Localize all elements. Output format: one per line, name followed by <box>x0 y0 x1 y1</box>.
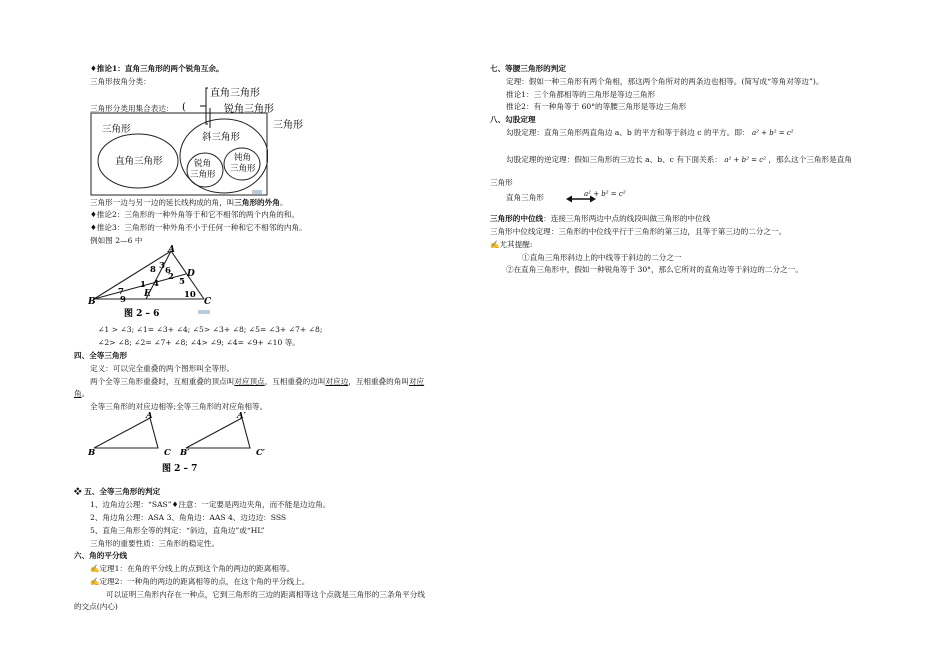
sas-axiom: 1、边角边公理：“SAS”♦注意：一定要是两边夹角，而不能是边边角。 <box>90 500 331 509</box>
midline-term: 三角形的中位线 <box>490 214 544 223</box>
exterior-def-period: 。 <box>279 198 288 207</box>
hl-theorem: 5、直角三角形全等的判定：“斜边，直角边”或“HL” <box>90 526 265 535</box>
converse-formula: a² + b² = c² <box>724 156 766 164</box>
svg-text:A: A <box>168 245 175 255</box>
angle-relations-2: ∠2> ∠8; ∠2= ∠7+ ∠8; ∠4> ∠9; ∠4= ∠9+ ∠10 等。 <box>98 338 300 347</box>
exterior-angle-def <box>90 198 287 208</box>
svg-text:C′: C′ <box>256 448 266 458</box>
figure-2-6 <box>88 244 218 320</box>
svg-text:2: 2 <box>168 272 174 282</box>
svg-text:A′: A′ <box>237 411 246 421</box>
incenter-note: 可以证明三角形内存在一种点，它到三角形的三边的距离相等这个点就是三角形的三条角平分线 <box>106 590 425 599</box>
svg-text:(: ( <box>182 102 186 113</box>
tree-right-label: 直角三角形 <box>210 88 260 99</box>
pythagorean-converse <box>506 155 852 165</box>
corr-vertex: 对应顶点 <box>234 377 265 386</box>
svg-text:三角形: 三角形 <box>190 170 216 180</box>
svg-text:B′: B′ <box>180 448 190 458</box>
svg-text:C: C <box>164 448 171 458</box>
equivalence-formula: a² + b² = c² <box>584 190 626 198</box>
bisector-theorem-1: ✍定理1：在角的平分线上的点到这个角的两边的距离相等。 <box>90 564 295 573</box>
svg-text:A: A <box>146 411 153 421</box>
svg-text:B: B <box>88 297 96 307</box>
incenter-note-cont: 的交点(内心) <box>74 602 118 611</box>
midline-def-text: ：连接三角形两边中点的线段叫做三角形的中位线 <box>543 214 711 223</box>
svg-text:锐角: 锐角 <box>194 159 212 169</box>
venn-outer-label: 三角形 <box>102 124 131 135</box>
svg-text:C: C <box>204 297 212 307</box>
asa-aas-sss: 2、角边角公理：ASA 3、角角边：AAS 4、边边边：SSS <box>90 513 287 522</box>
midline-theorem: 三角形中位线定理：三角形的中位线平行于三角形的第三边，且等于第三边的二分之一。 <box>490 227 787 236</box>
venn-right-label: 直角三角形 <box>115 156 163 167</box>
corollary-3: ♦推论3：三角形的一种外角不小于任何一种和它不相邻的内角。 <box>90 223 307 232</box>
converse-text-end: ，那么这个三角形是直角 <box>768 155 852 164</box>
angle-relations-1: ∠1 > ∠3; ∠1= ∠3+ ∠4; ∠5> ∠3+ ∠8; ∠5= ∠3+ ∠7+ ∠8; <box>98 325 323 334</box>
equivalence-left: 直角三角形 <box>506 193 544 202</box>
congruent-property: 全等三角形的对应边相等;全等三角形的对应角相等。 <box>90 402 268 411</box>
converse-cont: 三角形 <box>490 178 513 187</box>
pythagorean-text: 勾股定理：直角三角形两直角边 a、b 的平方和等于斜边 c 的平方。即： <box>506 128 750 137</box>
svg-text:7: 7 <box>118 287 124 297</box>
svg-text:9: 9 <box>120 295 126 305</box>
set-expression-label: 三角形分类用集合表达： <box>90 104 174 113</box>
classification-by-angle: 三角形按角分类： <box>90 77 151 86</box>
svg-text:三角形: 三角形 <box>230 164 256 174</box>
pythagorean-formula: a² + b² = c² <box>751 129 794 137</box>
section-4-heading: 四、全等三角形 <box>74 351 128 360</box>
svg-text:3: 3 <box>159 261 165 271</box>
section-6-heading: 六、角的平分线 <box>74 551 128 560</box>
svg-text:D: D <box>187 269 195 279</box>
section-7-heading: 七、等腰三角形的判定 <box>490 64 566 73</box>
converse-text: 勾股定理的逆定理：假如三角形的三边长 a、b、c 有下面关系： <box>506 155 722 164</box>
svg-text:钝角: 钝角 <box>234 153 252 163</box>
special-reminder: ✍尤其提醒: <box>490 240 533 249</box>
isosceles-theorem: 定理：假如一种三角形有两个角相，那这两个角所对的两条边也相等。(简写成“等角对等边”)。 <box>506 77 824 86</box>
svg-text:10: 10 <box>184 290 196 300</box>
svg-text:6: 6 <box>165 266 171 276</box>
tree-obtuse-label: 三角形 <box>273 120 303 131</box>
example-ref: 例如图 2—6 中 <box>90 236 143 245</box>
midline-definition <box>490 214 710 224</box>
congruent-definition: 定义：可以完全重叠的两个图形叫全等形。 <box>90 364 235 373</box>
section-5-heading: ❖ 五、全等三角形的判定 <box>74 487 161 496</box>
corr-text-1: 两个全等三角形重叠时，互相重叠的顶点叫 <box>90 377 235 386</box>
corollary-2: ♦推论2：三角形的一种外角等于和它不相邻的两个内角的和。 <box>90 210 300 219</box>
section-8-heading: 八、勾股定理 <box>490 115 536 124</box>
exterior-def-term: 三角形的外角 <box>234 198 280 207</box>
corr-text-2: ，互相重叠的边叫 <box>264 377 326 386</box>
figure-2-7 <box>88 410 274 476</box>
figure-2-7-caption: 图 2 – 7 <box>162 464 198 474</box>
figure-2-6-caption: 图 2 – 6 <box>124 309 160 319</box>
corr-side: 对应边 <box>325 377 349 386</box>
venn-oblique-label: 斜三角形 <box>202 132 241 143</box>
equilateral-corollary-2: 推论2：有一种角等于 60°的等腰三角形是等边三角形 <box>506 102 687 111</box>
svg-text:5: 5 <box>179 277 185 287</box>
correspondence-def <box>90 377 424 387</box>
corr-angle-cont: 角 <box>74 389 82 398</box>
corollary-1: ♦推论1：直角三角形的两个锐角互余。 <box>90 64 224 73</box>
tree-acute-label: 锐角三角形 <box>224 104 274 115</box>
reminder-2: ②在直角三角形中，假如一种锐角等于 30°，那么它所对的直角边等于斜边的二分之一。 <box>506 265 803 274</box>
right-triangle-equivalence <box>506 193 544 203</box>
svg-text:B: B <box>88 448 96 458</box>
pythagorean-theorem <box>506 128 794 138</box>
bisector-theorem-2: ✍定理2：一种角的两边的距离相等的点，在这个角的平分线上。 <box>90 577 310 586</box>
reminder-1: ①直角三角形斜边上的中线等于斜边的二分之一 <box>522 253 682 262</box>
equilateral-corollary-1: 推论1：三个角都相等的三角形是等边三角形 <box>506 90 656 99</box>
corr-angle: 对应 <box>408 377 425 386</box>
svg-text:8: 8 <box>150 265 156 275</box>
corr-period: 。 <box>81 389 90 398</box>
svg-text:4: 4 <box>153 279 159 289</box>
correspondence-cont <box>74 389 89 399</box>
venn-diagram <box>90 112 268 196</box>
svg-text:E: E <box>144 289 151 299</box>
corr-text-3: ，互相重叠的角叫 <box>348 377 409 386</box>
svg-text:1: 1 <box>140 280 146 290</box>
exterior-def-text: 三角形一边与另一边的延长线构成的角，叫 <box>90 198 235 207</box>
stability-property: 三角形的重要性质：三角形的稳定性。 <box>90 539 220 548</box>
